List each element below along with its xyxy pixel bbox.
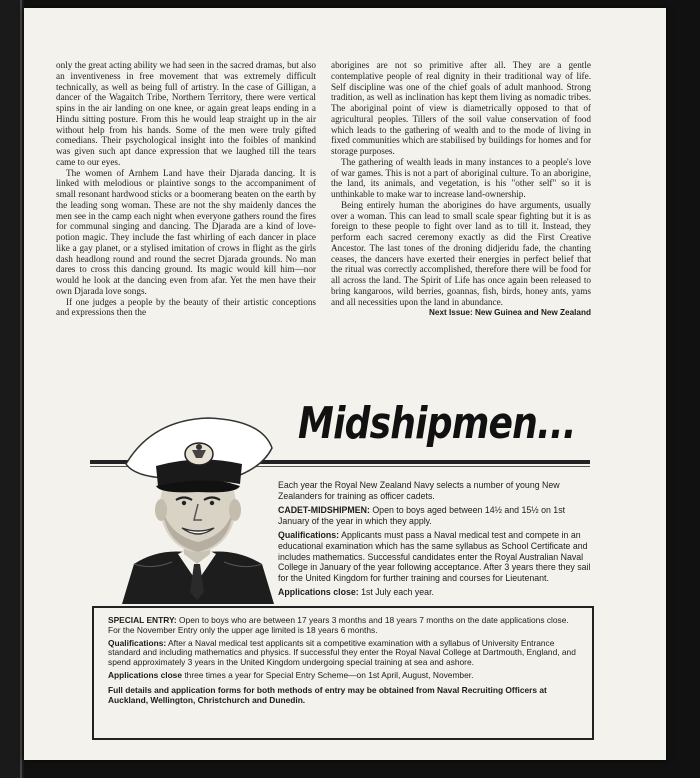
qualifications-text: Applicants must pass a Naval medical test and compete in an educational examination which has the same syllabus as School Certificate and includes mathematics. Successful candidates enter the Royal Australian Naval College in January of the year following acceptance. After 3 years there they sail for the United Kingdom for further training and courses for Lieutenant.: [278, 530, 591, 583]
special-qualifications-label: Qualifications:: [108, 637, 167, 648]
page-binding-edge: [0, 0, 24, 778]
article-paragraph: The gathering of wealth leads in many instances to a people's love of war games. This is not a part of aboriginal culture. To an aborigine, the land, its animals, and vegetation, is his "other self" so it is unthinkable to make war to increase land-ownership.: [331, 156, 591, 199]
applications-close-label: Applications close:: [278, 587, 359, 598]
article-paragraph: The women of Arnhem Land have their Djarada dancing. It is linked with melodious or plaintive songs to the accompaniment of small resonant hardwood sticks or a boomerang beaten on the earth by the leading song woman. These are not the shy maidenly dances the men see in the camp each night when everyone gathers round the fires for communal singing and dancing. The Djarada are a kind of love-potion magic. They include the fast whirling of each dancer in place like a gay planet, or a stylised imitation of crows in flight as the girls dash headlong round and round the secret Djarada grounds. No man dares to cross this dancing ground. Its magic would kill him—nor would he look at the dancing even from afar. Yet the men have their own Djarada love songs.: [56, 167, 316, 296]
special-applications-close: [108, 671, 578, 681]
closing-note: Full details and application forms for both methods of entry may be obtained from Naval Recruiting Officers at Auckland, Wellington, Christchurch and Dunedin.: [108, 684, 547, 705]
special-qualifications-section: [108, 639, 578, 668]
binding-line: [20, 0, 22, 778]
ad-body: [278, 480, 594, 602]
special-entry-label: SPECIAL ENTRY:: [108, 615, 177, 625]
ad-cadet-section: [278, 505, 594, 526]
applications-close-text: 1st July each year.: [361, 587, 434, 598]
special-entry-section: [108, 616, 578, 636]
next-issue-note: Next Issue: New Guinea and New Zealand: [429, 308, 591, 318]
article-paragraph: only the great acting ability we had seen in the sacred dramas, but also an inventiveness in free movement that was extremely difficult technically, as well as being full of artistry. In the case of Gilligan, a dancer of the Wagaitch Tribe, Northern Territory, there were vertical spins in the air landing on one knee, or again great leaps ending in a Hindu sitting posture. From this he would leap straight up in the air without help from his hands. Some of the men were truly gifted comedians. Their psychological insight into the foibles of mankind was given such apt dance expression that we laughed till the tears came to our eyes.: [56, 60, 316, 167]
ad-applications-close: [278, 587, 594, 598]
ad-headline: Midshipmen...: [298, 398, 576, 449]
special-qualifications-text: After a Naval medical test applicants sit a competitive examination with a syllabus of University Entrance standard and including mathematics and physics. If successful they enter the Royal Naval College at Dartmouth, England, and spend approximately 3 years in the United Kingdom undergoing special training at sea and ashore.: [108, 637, 576, 668]
cadet-label: CADET-MIDSHIPMEN:: [278, 505, 370, 516]
article-paragraph: aborigines are not so primitive after all. They are a gentle contemplative people of real dignity in their traditional way of life. Self discipline was one of the chief goals of adult manhood. Strong tradition, as well as inclination has kept them living as nomadic tribes. The aboriginal point of view is diametrically opposed to that of agricultural peoples. Tillers of the soil value conservation of food which leads to the gathering of wealth and to the mode of living in fixed communities which are stabilised by buildings for homes and for storage purposes.: [331, 60, 591, 156]
special-entry-text: Open to boys who are between 17 years 3 months and 18 years 7 months on the date applications close. For the November Entry only the upper age limited is 18 years 6 months.: [108, 615, 569, 635]
special-entry-box: [92, 606, 594, 740]
article-text: [56, 60, 591, 390]
special-close-label: Applications close: [108, 669, 182, 680]
ad-intro: Each year the Royal New Zealand Navy selects a number of young New Zealanders for training as officer cadets.: [278, 480, 560, 501]
article-paragraph: If one judges a people by the beauty of their artistic conceptions and expressions then the: [56, 296, 316, 318]
article-left-column: [56, 60, 316, 390]
article-paragraph: Being entirely human the aborigines do have arguments, usually over a woman. This can lead to small scale spear fighting but it is as foreign to these people to fight over land as to till it. Instead, they perform each sacred ceremony exactly as did the First Creative Ancestor. The last tones of the droning didjeridu fade, the chanting ceases, the dancers have exerted their energies in perfect belief that the ritual was correctly accomplished, therefore there will be food for all across the land. The Spirit of Life has once again been released to bring kangaroos, wild berries, goannas, fish, birds, honey ants, yams and all necessities upon the land in abundance.: [331, 199, 591, 307]
article-right-column: [331, 60, 591, 390]
qualifications-label: Qualifications:: [278, 530, 340, 541]
cadet-text: Open to boys aged between 14½ and 15½ on 1st January of the year in which they apply.: [278, 505, 566, 526]
special-close-text: three times a year for Special Entry Scheme—on 1st April, August, November.: [184, 669, 474, 680]
midshipman-portrait-illustration: [112, 414, 282, 604]
ad-qualifications-section: [278, 530, 594, 583]
